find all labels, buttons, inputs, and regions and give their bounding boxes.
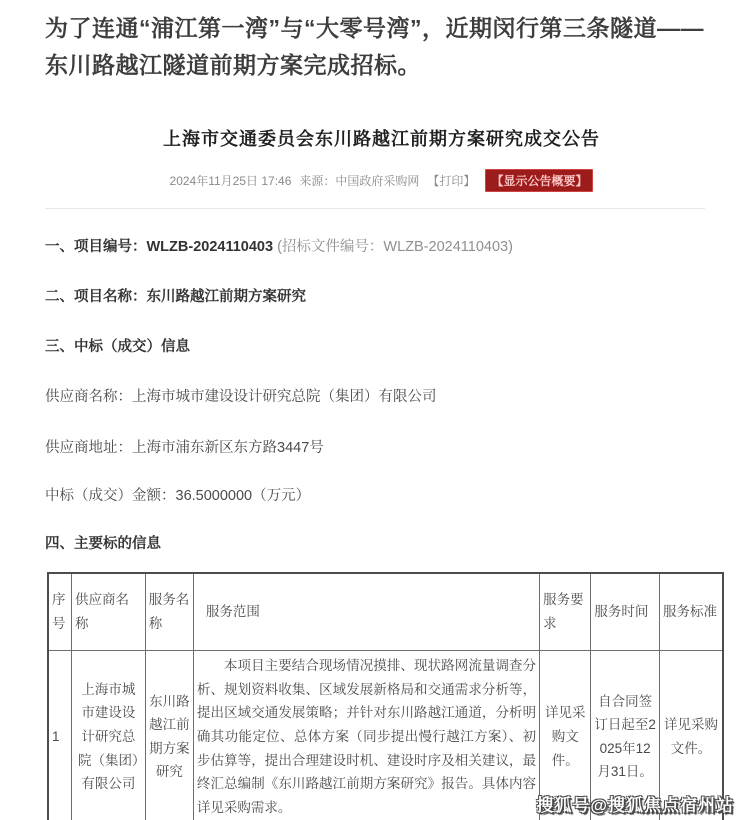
announcement-meta: [45, 169, 718, 192]
project-name-line: 二、项目名称：东川路越江前期方案研究: [45, 288, 306, 305]
header-service-standard: 服务标准: [659, 573, 723, 651]
subject-info-table: [47, 572, 724, 820]
project-number-note: (招标文件编号：WLZB-2024110403): [277, 238, 513, 255]
show-summary-button[interactable]: 【显示公告概要】: [485, 169, 593, 192]
header-service-requirement: 服务要求: [540, 573, 591, 651]
project-number-line: [45, 237, 718, 257]
table-header-row: [48, 573, 723, 651]
header-service-time: 服务时间: [591, 573, 660, 651]
supplier-name-line: 供应商名称：上海市城市建设设计研究总院（集团）有限公司: [45, 389, 437, 406]
section-divider: [45, 208, 705, 209]
subject-info-heading: 四、主要标的信息: [45, 536, 161, 553]
publish-datetime: 2024年11月25日 17:46: [169, 173, 292, 188]
sohu-watermark: 搜狐号@搜狐焦点宿州站: [536, 796, 734, 815]
cell-seq: 1: [48, 651, 72, 820]
source-label: 来源：中国政府采购网: [299, 173, 420, 188]
project-number-main: 一、项目编号：WLZB-2024110403: [45, 238, 274, 255]
print-button[interactable]: 【打印】: [427, 173, 476, 188]
cell-supplier: 上海市城市建设设计研究总院（集团）有限公司: [72, 651, 146, 820]
award-info-heading: 三、中标（成交）信息: [45, 339, 190, 356]
cell-service-standard: 详见采购文件。: [659, 651, 723, 820]
header-supplier: 供应商名称: [72, 573, 146, 651]
supplier-address-line: 供应商地址：上海市浦东新区东方路3447号: [45, 439, 324, 456]
cell-service-requirement: 详见采购文件。: [540, 651, 591, 820]
award-amount-line: 中标（成交）金额：36.5000000（万元）: [45, 487, 311, 504]
header-seq: 序号: [48, 573, 72, 651]
header-service-scope: 服务范围: [193, 573, 539, 651]
article-headline: 为了连通“浦江第一湾”与“大零号湾”，近期闵行第三条隧道——东川路越江隧道前期方案完成招标。: [45, 15, 704, 79]
header-service-name: 服务名称: [145, 573, 193, 651]
service-scope-text: 本项目主要结合现场情况摸排、现状路网流量调查分析、规划资料收集、区域发展新格局和交通需求分析等，提出区域交通发展策略；并针对东川路越江通道，分析明确其功能定位、总体方案（同步提出慢行越江方案）、初步估算等，提出合理建设时机、建设时序及相关建议，最终汇总编制《东川路越江前期方案研究》报告。具体内容详见采购需求。: [196, 658, 537, 815]
cell-service-name: 东川路越江前期方案研究: [145, 651, 193, 820]
cell-service-time: 自合同签订日起至2025年12月31日。: [591, 651, 660, 820]
announcement-title: 上海市交通委员会东川路越江前期方案研究成交公告: [163, 128, 600, 149]
cell-service-scope: [193, 651, 539, 820]
